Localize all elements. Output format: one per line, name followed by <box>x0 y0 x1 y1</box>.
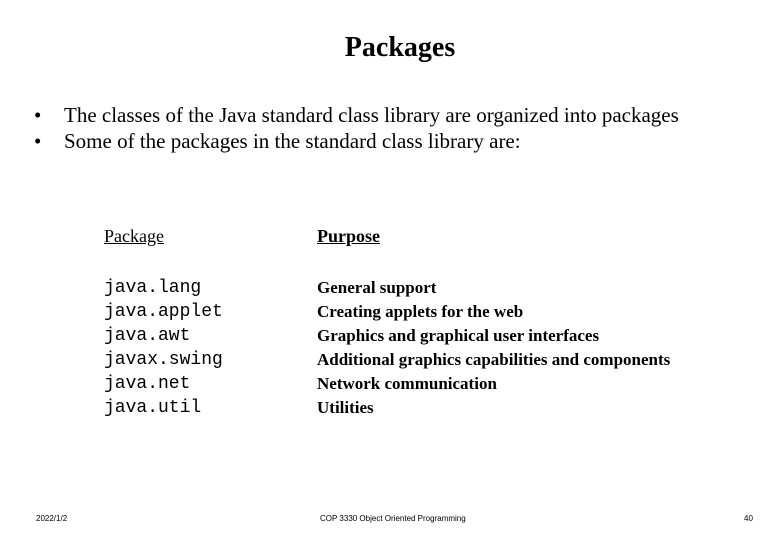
package-name: java.awt <box>104 326 191 346</box>
footer-date: 2022/1/2 <box>36 514 68 523</box>
purpose-column-header: Purpose <box>317 226 380 246</box>
bullet-icon: • <box>34 103 42 127</box>
package-purpose: Utilities <box>317 398 374 417</box>
bullet-item <box>34 102 734 128</box>
package-purpose: Additional graphics capabilities and components <box>317 350 671 369</box>
package-purpose: Graphics and graphical user interfaces <box>317 326 600 345</box>
package-name: java.applet <box>104 302 223 322</box>
package-purposes <box>317 276 670 420</box>
bullet-list <box>34 102 734 154</box>
package-name: java.util <box>104 398 202 418</box>
package-purpose: Network communication <box>317 374 497 393</box>
package-column-header: Package <box>104 226 164 246</box>
footer-course: COP 3330 Object Oriented Programming <box>320 514 466 523</box>
package-name: javax.swing <box>104 350 223 370</box>
bullet-text: The classes of the Java standard class library are organized into packages <box>64 103 679 127</box>
package-name: java.lang <box>104 278 202 298</box>
bullet-icon: • <box>34 129 42 153</box>
package-name: java.net <box>104 374 191 394</box>
slide-title: Packages <box>344 32 456 63</box>
package-purpose: General support <box>317 278 437 297</box>
page-number: 40 <box>744 514 753 523</box>
package-names <box>104 276 223 420</box>
bullet-text: Some of the packages in the standard class library are: <box>64 129 521 153</box>
bullet-item <box>34 128 734 154</box>
package-purpose: Creating applets for the web <box>317 302 524 321</box>
